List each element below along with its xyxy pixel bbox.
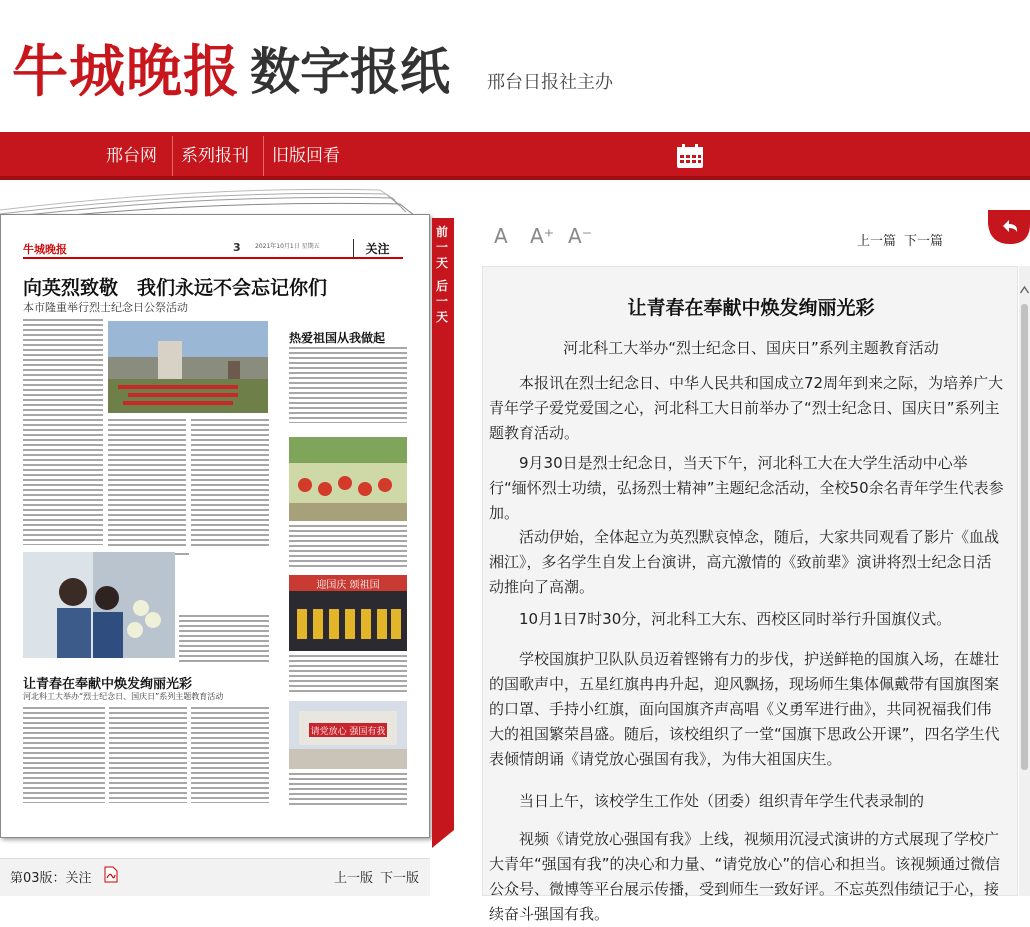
prev-day-char: 一: [435, 240, 448, 254]
page-article2-subheadline[interactable]: 河北科工大举办“烈士纪念日、国庆日”系列主题教育活动: [23, 692, 224, 701]
page-lead-headline[interactable]: 向英烈致敬 我们永远不会忘记你们: [23, 277, 328, 299]
article-subtitle: 河北科工大举办“烈士纪念日、国庆日”系列主题教育活动: [563, 339, 939, 357]
publisher-label: 邢台日报社主办: [487, 72, 613, 93]
article-paragraph: 9月30日是烈士纪念日，当天下午，河北科工大在大学生活动中心举行“缅怀烈士功绩，弘扬烈士精神”主题纪念活动，全校50余名青年学生代表参加。: [489, 454, 1004, 522]
scroll-up-arrow-icon[interactable]: [1020, 286, 1029, 294]
current-page-label: 第03版：关注: [10, 871, 92, 886]
nav-item-xingtaiwang[interactable]: 邢台网: [106, 146, 157, 166]
prev-day-char: 天: [435, 256, 448, 270]
next-day-char: 天: [435, 310, 448, 324]
news-photo[interactable]: [108, 321, 268, 413]
article-toolbar: [482, 218, 1027, 258]
prev-day-char: 前: [435, 225, 448, 239]
article-text-block[interactable]: [191, 419, 269, 549]
return-icon[interactable]: [988, 210, 1030, 244]
next-article-link[interactable]: 下一篇: [904, 234, 944, 249]
photo-banner-text: 迎国庆 颂祖国: [316, 580, 380, 591]
page-meta-line: 2021年10月1日 星期五: [255, 243, 320, 250]
article-text-block[interactable]: [108, 419, 186, 549]
news-photo-students[interactable]: [23, 552, 175, 658]
page-section-label: 关注: [353, 239, 401, 259]
prev-article-link[interactable]: 上一篇: [857, 234, 897, 249]
article-text-block[interactable]: [289, 525, 407, 569]
nav-item-series[interactable]: 系列报刊: [181, 146, 249, 166]
scrollbar-thumb[interactable]: [1021, 304, 1028, 770]
newspaper-page-thumbnail[interactable]: [0, 214, 430, 838]
next-day-char: 一: [435, 294, 448, 308]
article-text-block[interactable]: [289, 655, 407, 695]
page-masthead-logo: 牛城晚报: [23, 243, 67, 256]
article-text-block[interactable]: [109, 707, 187, 803]
page-lead-subheadline[interactable]: 本市隆重举行烈士纪念日公祭活动: [23, 301, 188, 314]
next-day-char: 后: [435, 279, 448, 293]
main-nav: [0, 132, 1030, 180]
news-photo-campus[interactable]: [289, 701, 407, 769]
article-text-block[interactable]: [289, 773, 407, 807]
article-paragraph: 当日上午，该校学生工作处（团委）组织青年学生代表录制的: [519, 792, 925, 810]
article-paragraph: 本报讯在烈士纪念日、中华人民共和国成立72周年到来之际，为培养广大青年学子爱党爱国之心，河北科工大日前举办了“烈士纪念日、国庆日”系列主题教育活动。: [489, 374, 1004, 442]
article-panel: [482, 266, 1018, 923]
page-side-headline[interactable]: 热爱祖国从我做起: [289, 331, 386, 345]
prev-day-button[interactable]: [432, 218, 454, 270]
page-number: 3: [233, 241, 241, 254]
article-paragraph: 视频《请党放心强国有我》上线，视频用沉浸式演讲的方式展现了学校广大青年“强国有我”的决心和力量、“请党放心”的信心和担当。该视频通过微信公众号、微博等平台展示传播，受到师生一致好评。不忘英烈伟绩记于心，接续奋斗强国有我。: [489, 830, 1001, 923]
article-paragraph: 学校国旗护卫队队员迈着铿锵有力的步伐，护送鲜艳的国旗入场，在雄壮的国歌声中，五星红旗冉冉升起，迎风飘扬，现场师生集体佩戴带有国旗图案的口罩、手持小红旗，面向国旗齐声高唱《义勇军进行曲》，共同祝福我们伟大的祖国繁荣昌盛。随后，该校组织了一堂“国旗下思政公开课”，四名学生代表倾情朗诵《请党放心强国有我》，为伟大祖国庆生。: [489, 650, 1000, 768]
news-photo-dance[interactable]: [289, 437, 407, 521]
page-footer-bar: [0, 858, 430, 896]
site-logo-name[interactable]: 牛城晚报: [12, 39, 240, 105]
site-header: [0, 0, 1030, 132]
font-increase-button[interactable]: A⁺: [530, 224, 555, 248]
article-text-block[interactable]: [179, 615, 269, 665]
article-text-block[interactable]: [191, 707, 269, 803]
next-day-button[interactable]: [432, 274, 454, 324]
page-masthead: [23, 241, 403, 259]
photo-banner-text: 请党放心 强国有我: [310, 727, 386, 737]
nav-item-archive[interactable]: 旧版回看: [272, 146, 340, 166]
article-title: 让青春在奉献中焕发绚丽光彩: [627, 297, 875, 319]
prev-page-link[interactable]: 上一版: [334, 871, 374, 886]
article-paragraph: 活动伊始，全体起立为英烈默哀悼念，随后，大家共同观看了影片《血战湘江》，多名学生自发上台演讲，高亢激情的《致前辈》演讲将烈士纪念日活动推向了高潮。: [489, 528, 1000, 596]
pdf-download-icon[interactable]: [104, 866, 118, 883]
font-reset-button[interactable]: A: [494, 224, 508, 248]
day-navigation-strip: [432, 218, 454, 848]
page-article2-headline[interactable]: 让青春在奉献中焕发绚丽光彩: [23, 677, 193, 692]
article-text-block[interactable]: [23, 319, 103, 545]
font-decrease-button[interactable]: A⁻: [568, 224, 593, 248]
article-paragraph: 10月1日7时30分，河北科工大东、西校区同时举行升国旗仪式。: [519, 610, 952, 628]
calendar-icon[interactable]: [676, 143, 704, 169]
news-photo-performance[interactable]: [289, 575, 407, 651]
article-text-block[interactable]: [289, 347, 407, 423]
next-page-link[interactable]: 下一版: [380, 871, 420, 886]
article-text-block[interactable]: [23, 707, 105, 803]
site-logo-digital[interactable]: 数字报纸: [250, 42, 450, 101]
